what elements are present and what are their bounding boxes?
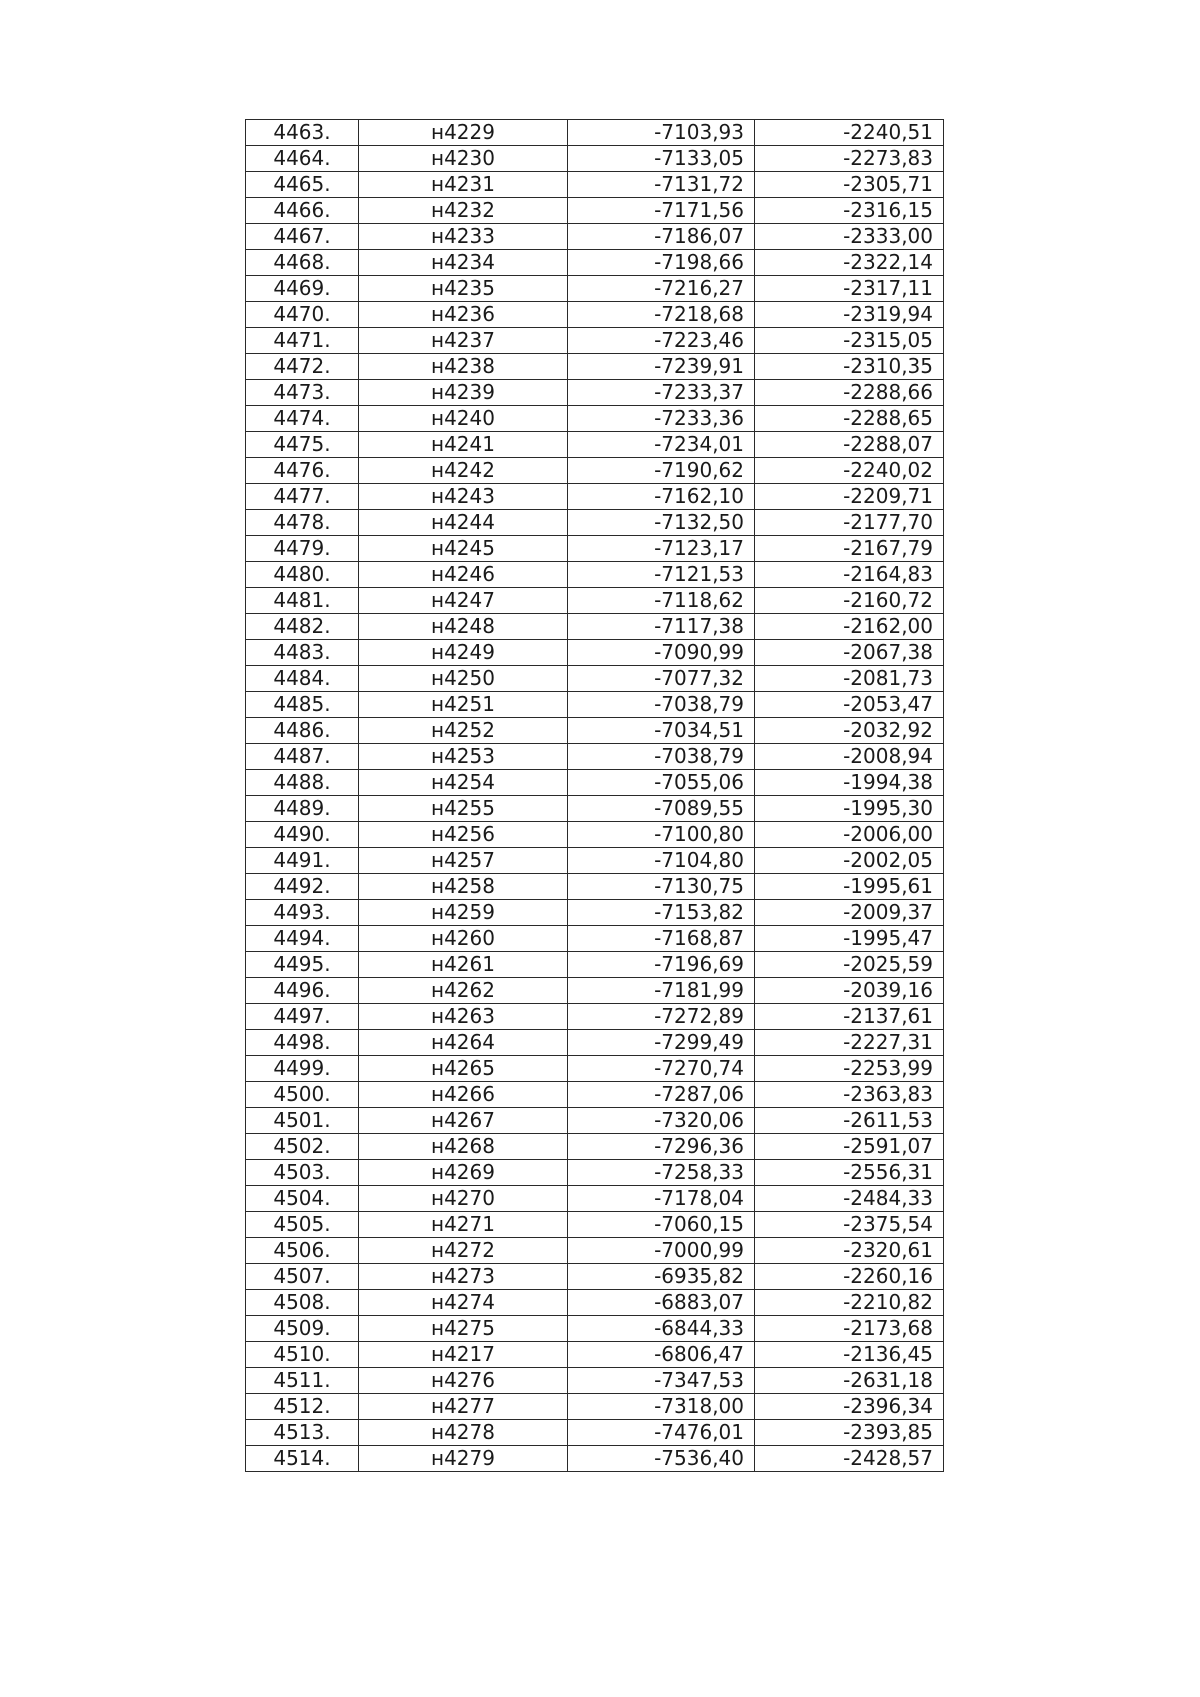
table-row — [246, 1212, 944, 1238]
row-number-cell: 4471. — [246, 328, 359, 354]
point-name-cell: н4229 — [359, 120, 568, 146]
row-number-cell: 4493. — [246, 900, 359, 926]
row-number-cell: 4470. — [246, 302, 359, 328]
table-row — [246, 1264, 944, 1290]
point-name-cell: н4241 — [359, 432, 568, 458]
point-name-cell: н4231 — [359, 172, 568, 198]
x-coordinate-cell: -7296,36 — [568, 1134, 755, 1160]
x-coordinate-cell: -7318,00 — [568, 1394, 755, 1420]
x-coordinate-cell: -7178,04 — [568, 1186, 755, 1212]
y-coordinate-cell: -2210,82 — [755, 1290, 944, 1316]
y-coordinate-cell: -2136,45 — [755, 1342, 944, 1368]
x-coordinate-cell: -7104,80 — [568, 848, 755, 874]
row-number-cell: 4497. — [246, 1004, 359, 1030]
row-number-cell: 4476. — [246, 458, 359, 484]
point-name-cell: н4256 — [359, 822, 568, 848]
y-coordinate-cell: -2317,11 — [755, 276, 944, 302]
row-number-cell: 4472. — [246, 354, 359, 380]
y-coordinate-cell: -2316,15 — [755, 198, 944, 224]
y-coordinate-cell: -2164,83 — [755, 562, 944, 588]
table-row — [246, 354, 944, 380]
y-coordinate-cell: -1995,47 — [755, 926, 944, 952]
point-name-cell: н4253 — [359, 744, 568, 770]
coordinates-table — [245, 119, 944, 1472]
x-coordinate-cell: -7320,06 — [568, 1108, 755, 1134]
y-coordinate-cell: -2315,05 — [755, 328, 944, 354]
row-number-cell: 4484. — [246, 666, 359, 692]
y-coordinate-cell: -2333,00 — [755, 224, 944, 250]
point-name-cell: н4230 — [359, 146, 568, 172]
y-coordinate-cell: -2137,61 — [755, 1004, 944, 1030]
row-number-cell: 4511. — [246, 1368, 359, 1394]
point-name-cell: н4236 — [359, 302, 568, 328]
table-row — [246, 1420, 944, 1446]
x-coordinate-cell: -7258,33 — [568, 1160, 755, 1186]
x-coordinate-cell: -7123,17 — [568, 536, 755, 562]
point-name-cell: н4276 — [359, 1368, 568, 1394]
x-coordinate-cell: -7060,15 — [568, 1212, 755, 1238]
table-row — [246, 900, 944, 926]
row-number-cell: 4502. — [246, 1134, 359, 1160]
y-coordinate-cell: -2160,72 — [755, 588, 944, 614]
table-row — [246, 1316, 944, 1342]
table-row — [246, 1394, 944, 1420]
row-number-cell: 4501. — [246, 1108, 359, 1134]
y-coordinate-cell: -2209,71 — [755, 484, 944, 510]
x-coordinate-cell: -7089,55 — [568, 796, 755, 822]
y-coordinate-cell: -2288,65 — [755, 406, 944, 432]
y-coordinate-cell: -2393,85 — [755, 1420, 944, 1446]
row-number-cell: 4478. — [246, 510, 359, 536]
table-row — [246, 432, 944, 458]
x-coordinate-cell: -7287,06 — [568, 1082, 755, 1108]
x-coordinate-cell: -6883,07 — [568, 1290, 755, 1316]
table-row — [246, 328, 944, 354]
table-row — [246, 1238, 944, 1264]
table-row — [246, 1186, 944, 1212]
table-row — [246, 1342, 944, 1368]
y-coordinate-cell: -2556,31 — [755, 1160, 944, 1186]
row-number-cell: 4490. — [246, 822, 359, 848]
point-name-cell: н4263 — [359, 1004, 568, 1030]
table-row — [246, 770, 944, 796]
y-coordinate-cell: -2162,00 — [755, 614, 944, 640]
point-name-cell: н4238 — [359, 354, 568, 380]
row-number-cell: 4512. — [246, 1394, 359, 1420]
y-coordinate-cell: -2227,31 — [755, 1030, 944, 1056]
row-number-cell: 4466. — [246, 198, 359, 224]
y-coordinate-cell: -2288,66 — [755, 380, 944, 406]
point-name-cell: н4243 — [359, 484, 568, 510]
row-number-cell: 4477. — [246, 484, 359, 510]
row-number-cell: 4473. — [246, 380, 359, 406]
row-number-cell: 4504. — [246, 1186, 359, 1212]
x-coordinate-cell: -7038,79 — [568, 692, 755, 718]
row-number-cell: 4487. — [246, 744, 359, 770]
table-row — [246, 1290, 944, 1316]
x-coordinate-cell: -7168,87 — [568, 926, 755, 952]
point-name-cell: н4246 — [359, 562, 568, 588]
row-number-cell: 4509. — [246, 1316, 359, 1342]
x-coordinate-cell: -7181,99 — [568, 978, 755, 1004]
x-coordinate-cell: -6935,82 — [568, 1264, 755, 1290]
table-row — [246, 874, 944, 900]
y-coordinate-cell: -2322,14 — [755, 250, 944, 276]
y-coordinate-cell: -2240,51 — [755, 120, 944, 146]
x-coordinate-cell: -7239,91 — [568, 354, 755, 380]
row-number-cell: 4483. — [246, 640, 359, 666]
x-coordinate-cell: -7216,27 — [568, 276, 755, 302]
row-number-cell: 4510. — [246, 1342, 359, 1368]
x-coordinate-cell: -7218,68 — [568, 302, 755, 328]
point-name-cell: н4260 — [359, 926, 568, 952]
x-coordinate-cell: -7476,01 — [568, 1420, 755, 1446]
x-coordinate-cell: -7153,82 — [568, 900, 755, 926]
y-coordinate-cell: -2177,70 — [755, 510, 944, 536]
y-coordinate-cell: -2375,54 — [755, 1212, 944, 1238]
x-coordinate-cell: -7118,62 — [568, 588, 755, 614]
x-coordinate-cell: -7055,06 — [568, 770, 755, 796]
point-name-cell: н4265 — [359, 1056, 568, 1082]
row-number-cell: 4507. — [246, 1264, 359, 1290]
table-row — [246, 614, 944, 640]
x-coordinate-cell: -7190,62 — [568, 458, 755, 484]
x-coordinate-cell: -7196,69 — [568, 952, 755, 978]
table-row — [246, 1056, 944, 1082]
point-name-cell: н4242 — [359, 458, 568, 484]
y-coordinate-cell: -2253,99 — [755, 1056, 944, 1082]
point-name-cell: н4247 — [359, 588, 568, 614]
table-row — [246, 718, 944, 744]
y-coordinate-cell: -1994,38 — [755, 770, 944, 796]
row-number-cell: 4482. — [246, 614, 359, 640]
table-row — [246, 406, 944, 432]
point-name-cell: н4271 — [359, 1212, 568, 1238]
x-coordinate-cell: -7077,32 — [568, 666, 755, 692]
table-row — [246, 302, 944, 328]
row-number-cell: 4475. — [246, 432, 359, 458]
table-row — [246, 1160, 944, 1186]
coordinates-table-body — [246, 120, 944, 1472]
y-coordinate-cell: -2173,68 — [755, 1316, 944, 1342]
x-coordinate-cell: -7223,46 — [568, 328, 755, 354]
x-coordinate-cell: -7034,51 — [568, 718, 755, 744]
point-name-cell: н4255 — [359, 796, 568, 822]
point-name-cell: н4232 — [359, 198, 568, 224]
x-coordinate-cell: -7100,80 — [568, 822, 755, 848]
row-number-cell: 4508. — [246, 1290, 359, 1316]
row-number-cell: 4492. — [246, 874, 359, 900]
row-number-cell: 4486. — [246, 718, 359, 744]
table-row — [246, 796, 944, 822]
y-coordinate-cell: -2591,07 — [755, 1134, 944, 1160]
x-coordinate-cell: -7000,99 — [568, 1238, 755, 1264]
row-number-cell: 4514. — [246, 1446, 359, 1472]
x-coordinate-cell: -7233,36 — [568, 406, 755, 432]
point-name-cell: н4266 — [359, 1082, 568, 1108]
row-number-cell: 4498. — [246, 1030, 359, 1056]
row-number-cell: 4500. — [246, 1082, 359, 1108]
point-name-cell: н4261 — [359, 952, 568, 978]
y-coordinate-cell: -2396,34 — [755, 1394, 944, 1420]
point-name-cell: н4277 — [359, 1394, 568, 1420]
point-name-cell: н4270 — [359, 1186, 568, 1212]
table-row — [246, 952, 944, 978]
point-name-cell: н4235 — [359, 276, 568, 302]
x-coordinate-cell: -7162,10 — [568, 484, 755, 510]
point-name-cell: н4267 — [359, 1108, 568, 1134]
table-row — [246, 822, 944, 848]
y-coordinate-cell: -2067,38 — [755, 640, 944, 666]
row-number-cell: 4481. — [246, 588, 359, 614]
table-row — [246, 380, 944, 406]
row-number-cell: 4495. — [246, 952, 359, 978]
table-row — [246, 198, 944, 224]
y-coordinate-cell: -2008,94 — [755, 744, 944, 770]
x-coordinate-cell: -7103,93 — [568, 120, 755, 146]
y-coordinate-cell: -2310,35 — [755, 354, 944, 380]
table-row — [246, 172, 944, 198]
table-row — [246, 536, 944, 562]
row-number-cell: 4494. — [246, 926, 359, 952]
row-number-cell: 4489. — [246, 796, 359, 822]
y-coordinate-cell: -2240,02 — [755, 458, 944, 484]
y-coordinate-cell: -2428,57 — [755, 1446, 944, 1472]
point-name-cell: н4249 — [359, 640, 568, 666]
table-row — [246, 1004, 944, 1030]
row-number-cell: 4488. — [246, 770, 359, 796]
x-coordinate-cell: -7198,66 — [568, 250, 755, 276]
point-name-cell: н4251 — [359, 692, 568, 718]
table-row — [246, 250, 944, 276]
point-name-cell: н4252 — [359, 718, 568, 744]
table-row — [246, 978, 944, 1004]
y-coordinate-cell: -2006,00 — [755, 822, 944, 848]
table-row — [246, 744, 944, 770]
point-name-cell: н4274 — [359, 1290, 568, 1316]
x-coordinate-cell: -7133,05 — [568, 146, 755, 172]
y-coordinate-cell: -2305,71 — [755, 172, 944, 198]
point-name-cell: н4240 — [359, 406, 568, 432]
point-name-cell: н4272 — [359, 1238, 568, 1264]
y-coordinate-cell: -2053,47 — [755, 692, 944, 718]
row-number-cell: 4480. — [246, 562, 359, 588]
x-coordinate-cell: -7121,53 — [568, 562, 755, 588]
x-coordinate-cell: -7536,40 — [568, 1446, 755, 1472]
table-row — [246, 1134, 944, 1160]
y-coordinate-cell: -2611,53 — [755, 1108, 944, 1134]
x-coordinate-cell: -7130,75 — [568, 874, 755, 900]
row-number-cell: 4464. — [246, 146, 359, 172]
point-name-cell: н4269 — [359, 1160, 568, 1186]
table-row — [246, 1030, 944, 1056]
table-row — [246, 848, 944, 874]
point-name-cell: н4233 — [359, 224, 568, 250]
y-coordinate-cell: -2081,73 — [755, 666, 944, 692]
y-coordinate-cell: -1995,30 — [755, 796, 944, 822]
table-row — [246, 224, 944, 250]
x-coordinate-cell: -7090,99 — [568, 640, 755, 666]
point-name-cell: н4279 — [359, 1446, 568, 1472]
row-number-cell: 4503. — [246, 1160, 359, 1186]
row-number-cell: 4474. — [246, 406, 359, 432]
table-row — [246, 276, 944, 302]
row-number-cell: 4485. — [246, 692, 359, 718]
table-row — [246, 1108, 944, 1134]
row-number-cell: 4506. — [246, 1238, 359, 1264]
y-coordinate-cell: -2167,79 — [755, 536, 944, 562]
x-coordinate-cell: -7171,56 — [568, 198, 755, 224]
point-name-cell: н4264 — [359, 1030, 568, 1056]
row-number-cell: 4513. — [246, 1420, 359, 1446]
point-name-cell: н4244 — [359, 510, 568, 536]
table-row — [246, 666, 944, 692]
y-coordinate-cell: -2319,94 — [755, 302, 944, 328]
x-coordinate-cell: -6844,33 — [568, 1316, 755, 1342]
point-name-cell: н4254 — [359, 770, 568, 796]
point-name-cell: н4257 — [359, 848, 568, 874]
table-row — [246, 458, 944, 484]
x-coordinate-cell: -7347,53 — [568, 1368, 755, 1394]
point-name-cell: н4217 — [359, 1342, 568, 1368]
row-number-cell: 4463. — [246, 120, 359, 146]
y-coordinate-cell: -2631,18 — [755, 1368, 944, 1394]
table-row — [246, 926, 944, 952]
row-number-cell: 4479. — [246, 536, 359, 562]
point-name-cell: н4262 — [359, 978, 568, 1004]
table-row — [246, 588, 944, 614]
point-name-cell: н4248 — [359, 614, 568, 640]
x-coordinate-cell: -7132,50 — [568, 510, 755, 536]
x-coordinate-cell: -7117,38 — [568, 614, 755, 640]
point-name-cell: н4275 — [359, 1316, 568, 1342]
y-coordinate-cell: -2273,83 — [755, 146, 944, 172]
point-name-cell: н4273 — [359, 1264, 568, 1290]
row-number-cell: 4469. — [246, 276, 359, 302]
point-name-cell: н4258 — [359, 874, 568, 900]
x-coordinate-cell: -7272,89 — [568, 1004, 755, 1030]
row-number-cell: 4499. — [246, 1056, 359, 1082]
table-row — [246, 484, 944, 510]
y-coordinate-cell: -2002,05 — [755, 848, 944, 874]
table-row — [246, 510, 944, 536]
y-coordinate-cell: -2320,61 — [755, 1238, 944, 1264]
table-row — [246, 562, 944, 588]
point-name-cell: н4259 — [359, 900, 568, 926]
point-name-cell: н4234 — [359, 250, 568, 276]
point-name-cell: н4237 — [359, 328, 568, 354]
row-number-cell: 4467. — [246, 224, 359, 250]
x-coordinate-cell: -7233,37 — [568, 380, 755, 406]
x-coordinate-cell: -6806,47 — [568, 1342, 755, 1368]
y-coordinate-cell: -2260,16 — [755, 1264, 944, 1290]
point-name-cell: н4239 — [359, 380, 568, 406]
row-number-cell: 4465. — [246, 172, 359, 198]
point-name-cell: н4278 — [359, 1420, 568, 1446]
y-coordinate-cell: -2039,16 — [755, 978, 944, 1004]
table-row — [246, 692, 944, 718]
y-coordinate-cell: -2288,07 — [755, 432, 944, 458]
y-coordinate-cell: -1995,61 — [755, 874, 944, 900]
y-coordinate-cell: -2009,37 — [755, 900, 944, 926]
row-number-cell: 4505. — [246, 1212, 359, 1238]
y-coordinate-cell: -2032,92 — [755, 718, 944, 744]
table-row — [246, 640, 944, 666]
x-coordinate-cell: -7038,79 — [568, 744, 755, 770]
x-coordinate-cell: -7234,01 — [568, 432, 755, 458]
table-row — [246, 1082, 944, 1108]
point-name-cell: н4250 — [359, 666, 568, 692]
row-number-cell: 4496. — [246, 978, 359, 1004]
y-coordinate-cell: -2025,59 — [755, 952, 944, 978]
point-name-cell: н4268 — [359, 1134, 568, 1160]
y-coordinate-cell: -2484,33 — [755, 1186, 944, 1212]
y-coordinate-cell: -2363,83 — [755, 1082, 944, 1108]
x-coordinate-cell: -7270,74 — [568, 1056, 755, 1082]
table-row — [246, 1368, 944, 1394]
table-row — [246, 1446, 944, 1472]
x-coordinate-cell: -7186,07 — [568, 224, 755, 250]
row-number-cell: 4468. — [246, 250, 359, 276]
x-coordinate-cell: -7131,72 — [568, 172, 755, 198]
row-number-cell: 4491. — [246, 848, 359, 874]
x-coordinate-cell: -7299,49 — [568, 1030, 755, 1056]
table-row — [246, 146, 944, 172]
point-name-cell: н4245 — [359, 536, 568, 562]
table-row — [246, 120, 944, 146]
